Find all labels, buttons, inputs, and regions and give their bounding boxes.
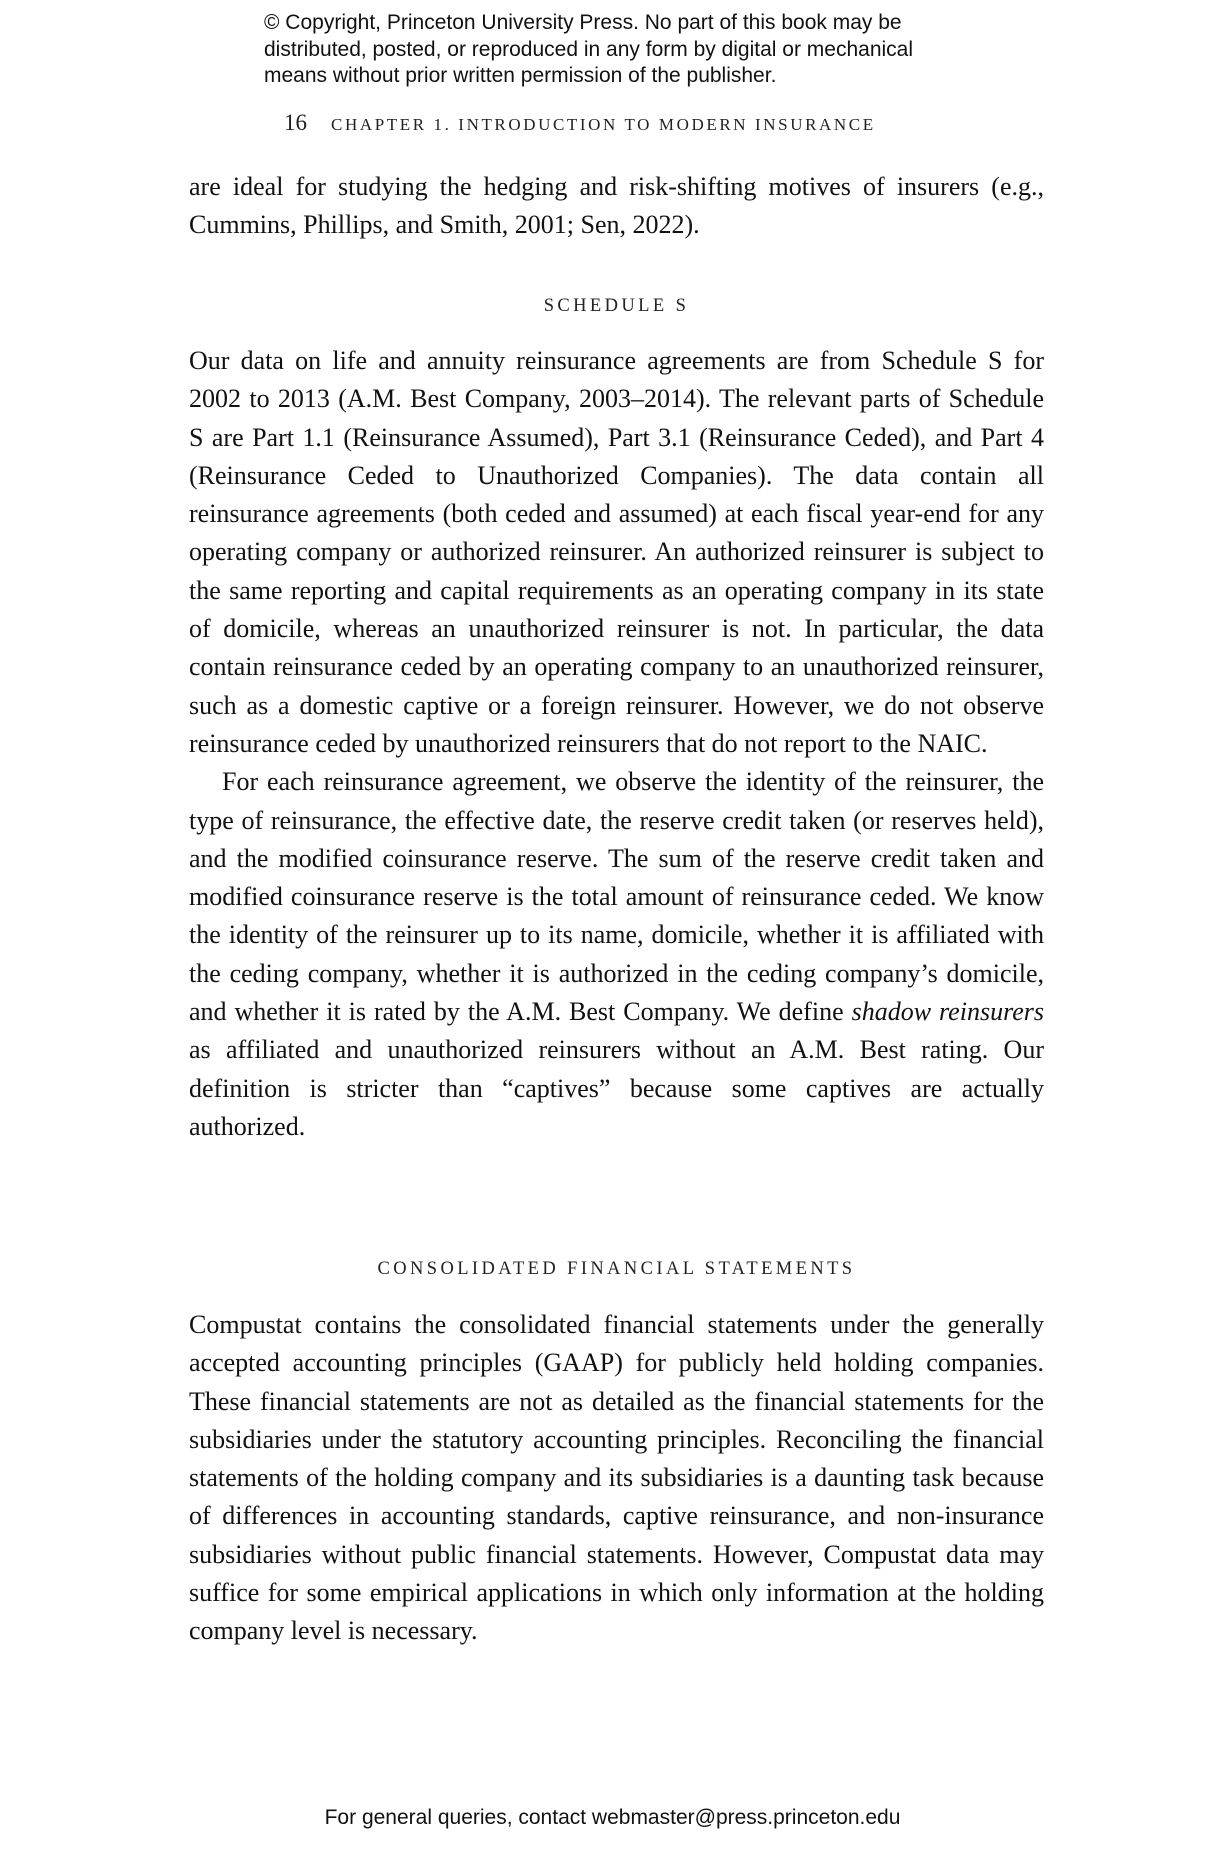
copyright-line: © Copyright, Princeton University Press. No part of this book may be (264, 11, 902, 34)
italic-term: shadow reinsurers (851, 997, 1044, 1027)
chapter-title: CHAPTER 1. INTRODUCTION TO MODERN INSURANCE (331, 115, 876, 134)
paragraph-text: as affiliated and unauthorized reinsurers without an A.M. Best rating. Our definition is stricter than “captives” because some captives are actually authorized. (189, 1035, 1044, 1141)
paragraph: Compustat contains the consolidated financial statements under the generally accepted accounting principles (GAAP) for publicly held holding companies. These financial statements are not as detailed as the financial statements for the subsidiaries under the statutory accounting principles. Reconciling the financial statements of the holding company and its subsidiaries is a daunting task because of differences in accounting standards, captive reinsurance, and non-insurance subsidiaries without public financial statements. However, Compustat data may suffice for some empirical applications in which only information at the holding company level is necessary. (189, 1310, 1044, 1646)
section-heading-consolidated: CONSOLIDATED FINANCIAL STATEMENTS (377, 1259, 856, 1279)
paragraph: are ideal for studying the hedging and risk-shifting motives of insurers (e.g., Cummins, Phillips, and Smith, 2001; Sen, 2022). (189, 172, 1044, 240)
page-number: 16 (284, 110, 307, 135)
consolidated-text-block (189, 1306, 1044, 1651)
running-head (284, 110, 1064, 136)
copyright-notice (264, 10, 984, 90)
section-heading-schedule-s: SCHEDULE S (543, 296, 690, 316)
intro-text-block (189, 168, 1044, 245)
copyright-line: distributed, posted, or reproduced in any form by digital or mechanical (264, 37, 914, 61)
copyright-line: means without prior written permission of the publisher. (264, 64, 777, 87)
schedule-s-text-block (189, 342, 1044, 1146)
paragraph-text: For each reinsurance agreement, we observe the identity of the reinsurer, the type of reinsurance, the effective date, the reserve credit taken (or reserves held), and the modified coinsurance reserve. The sum of the reserve credit taken and modified coinsurance reserve is the total amount of reinsurance ceded. We know the identity of the reinsurer up to its name, domicile, whether it is affiliated with the ceding company, whether it is authorized in the ceding company’s domicile, and whether it is rated by the A.M. Best Company. We define (189, 767, 1044, 1027)
paragraph: Our data on life and annuity reinsurance agreements are from Schedule S for 2002 to 2013 (A.M. Best Company, 2003–2014). The relevant parts of Schedule S are Part 1.1 (Reinsurance Assumed), Part 3.1 (Reinsurance Ceded), and Part 4 (Reinsurance Ceded to Unauthorized Companies). The data contain all reinsurance agreements (both ceded and assumed) at each fiscal year-end for any operating company or authorized reinsurer. An authorized reinsurer is subject to the same reporting and capital requirements as an operating company in its state of domicile, whereas an unauthorized reinsurer is not. In particular, the data contain reinsurance ceded by an operating company to an unauthorized reinsurer, such as a domestic captive or a foreign reinsurer. However, we do not observe reinsurance ceded by unauthorized reinsurers that do not report to the NAIC. (189, 346, 1044, 758)
paragraph (189, 763, 1044, 1146)
footer-contact: For general queries, contact webmaster@press.princeton.edu (324, 1806, 901, 1829)
